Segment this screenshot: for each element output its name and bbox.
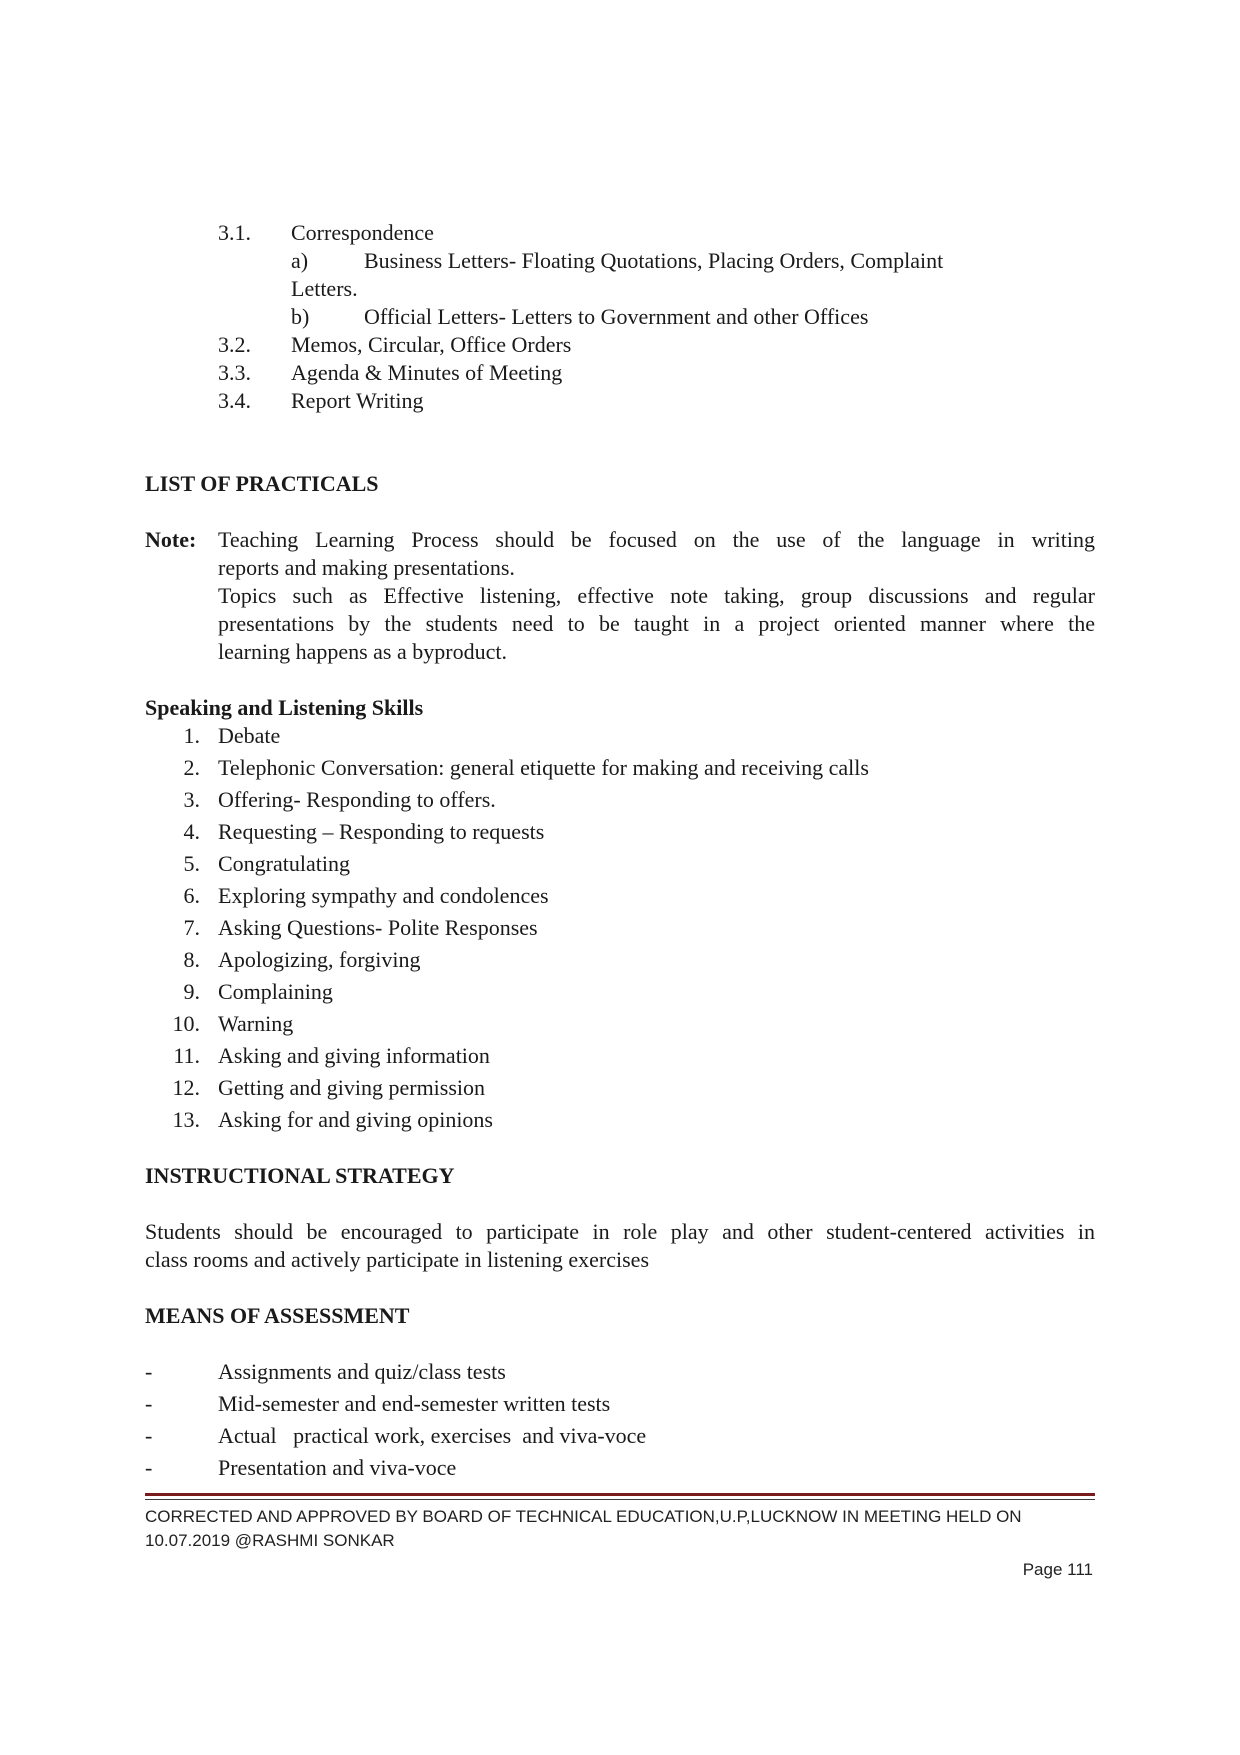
assessment-item: Assignments and quiz/class tests — [218, 1359, 506, 1384]
note-line: Teaching Learning Process should be focused on the use of the language in writing — [218, 527, 1095, 552]
list-item: Offering- Responding to offers. — [218, 787, 496, 812]
list-item: Asking Questions- Polite Responses — [218, 915, 538, 940]
list-item: Asking and giving information — [218, 1043, 490, 1068]
bullet: - — [145, 1423, 153, 1448]
sub-text: Official Letters- Letters to Government and other Offices — [364, 304, 869, 329]
list-number: 7. — [183, 915, 200, 940]
page-number: Page 111 — [1022, 1560, 1093, 1579]
list-number: 10. — [172, 1011, 200, 1036]
footer-rule-thin — [145, 1499, 1095, 1500]
note-line: learning happens as a byproduct. — [218, 639, 507, 664]
item-text: Correspondence — [291, 220, 434, 245]
assessment-item: Presentation and viva-voce — [218, 1455, 457, 1480]
list-number: 12. — [172, 1075, 200, 1100]
list-number: 9. — [183, 979, 200, 1004]
footer-rule — [145, 1493, 1095, 1496]
item-text: Agenda & Minutes of Meeting — [291, 360, 563, 385]
footer-approval-line: CORRECTED AND APPROVED BY BOARD OF TECHNICAL EDUCATION,U.P,LUCKNOW IN MEETING HELD ON — [145, 1507, 1022, 1526]
strategy-line: Students should be encouraged to participate in role play and other student-centered activities in — [145, 1219, 1095, 1244]
list-number: 5. — [183, 851, 200, 876]
assessment-item: Actual practical work, exercises and viva-voce — [218, 1423, 647, 1448]
item-number: 3.4. — [218, 388, 251, 413]
assessment-item: Mid-semester and end-semester written tests — [218, 1391, 611, 1416]
note-line: presentations by the students need to be taught in a project oriented manner where the — [218, 611, 1095, 636]
list-item: Debate — [218, 723, 281, 748]
list-item: Apologizing, forgiving — [218, 947, 421, 972]
sub-text-continued: Letters. — [291, 276, 358, 301]
section-heading: MEANS OF ASSESSMENT — [145, 1303, 410, 1328]
bullet: - — [145, 1391, 153, 1416]
list-item: Exploring sympathy and condolences — [218, 883, 549, 908]
section-heading: INSTRUCTIONAL STRATEGY — [145, 1163, 455, 1188]
bullet: - — [145, 1455, 153, 1480]
footer-approval-line: 10.07.2019 @RASHMI SONKAR — [145, 1531, 395, 1550]
list-number: 4. — [183, 819, 200, 844]
list-item: Warning — [218, 1011, 294, 1036]
sub-text: Business Letters- Floating Quotations, Placing Orders, Complaint — [364, 248, 944, 273]
list-number: 2. — [183, 755, 200, 780]
item-number: 3.1. — [218, 220, 251, 245]
item-text: Report Writing — [291, 388, 424, 413]
list-item: Asking for and giving opinions — [218, 1107, 493, 1132]
subsection-heading: Speaking and Listening Skills — [145, 695, 424, 720]
item-text: Memos, Circular, Office Orders — [291, 332, 572, 357]
list-number: 8. — [183, 947, 200, 972]
list-number: 1. — [183, 723, 200, 748]
list-number: 11. — [173, 1043, 200, 1068]
section-heading: LIST OF PRACTICALS — [145, 471, 379, 496]
note-label: Note: — [145, 527, 197, 552]
sub-label: b) — [291, 304, 310, 329]
strategy-line: class rooms and actively participate in listening exercises — [145, 1247, 650, 1272]
list-item: Congratulating — [218, 851, 350, 876]
list-item: Getting and giving permission — [218, 1075, 486, 1100]
sub-label: a) — [291, 248, 309, 273]
item-number: 3.3. — [218, 360, 251, 385]
list-item: Complaining — [218, 979, 333, 1004]
bullet: - — [145, 1359, 153, 1384]
list-number: 3. — [183, 787, 200, 812]
list-item: Telephonic Conversation: general etiquette for making and receiving calls — [218, 755, 869, 780]
list-number: 13. — [172, 1107, 200, 1132]
item-number: 3.2. — [218, 332, 251, 357]
note-line: Topics such as Effective listening, effective note taking, group discussions and regular — [218, 583, 1095, 608]
note-line: reports and making presentations. — [218, 555, 515, 580]
list-item: Requesting – Responding to requests — [218, 819, 545, 844]
list-number: 6. — [183, 883, 200, 908]
